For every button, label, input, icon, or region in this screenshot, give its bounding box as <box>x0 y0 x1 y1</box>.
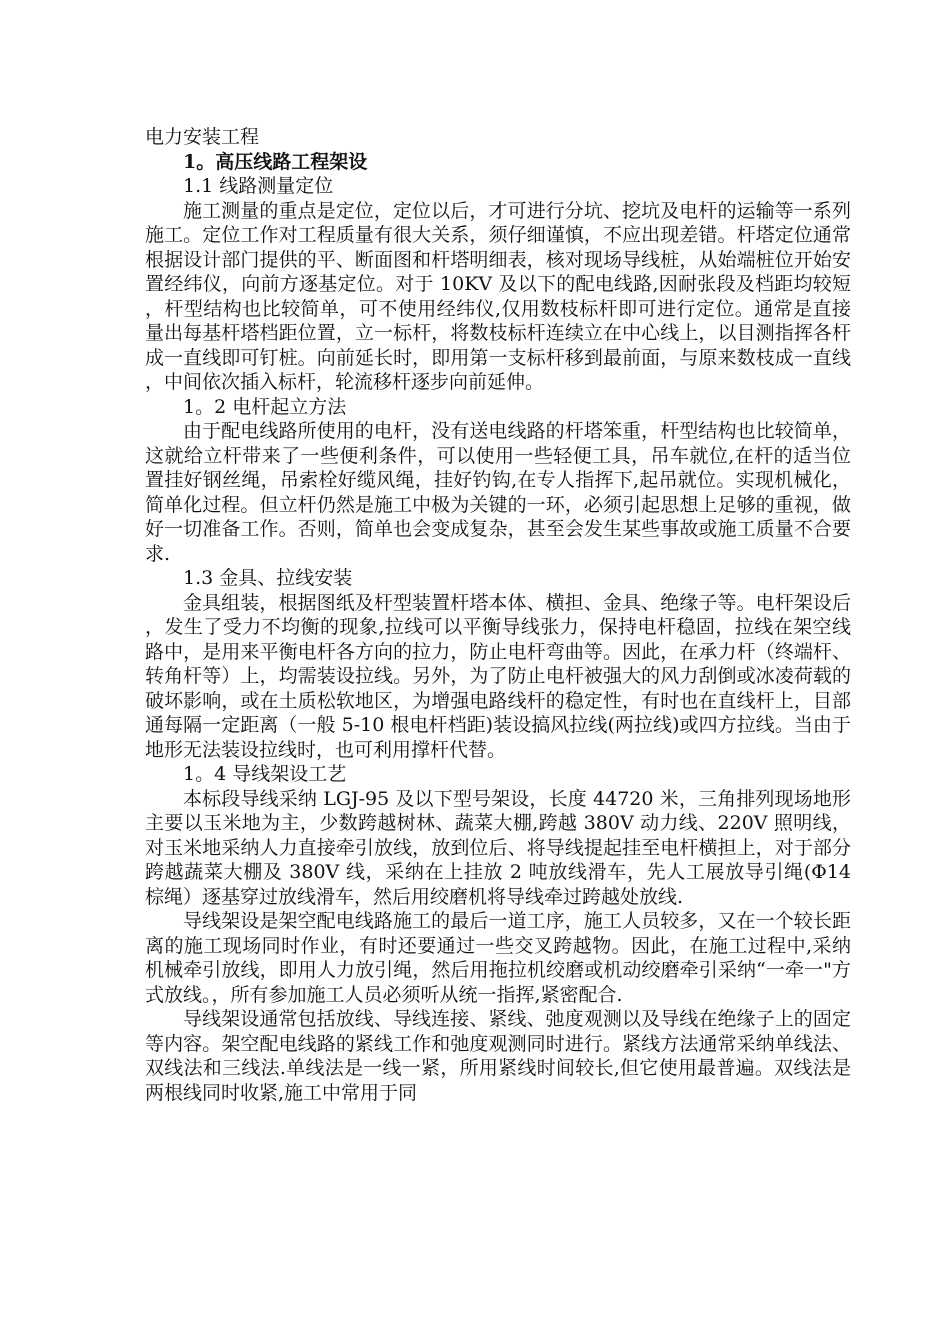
paragraph: 导线架设是架空配电线路施工的最后一道工序，施工人员较多，又在一个较长距离的施工现场同时作业，有时还要通过一些交叉跨越物。因此，在施工过程中,采纳机械牵引放线，即用人力放引绳，然后用拖拉机绞磨或机动绞磨牵引采纳“一牵一"方式放线。，所有参加施工人员必须听从统一指挥,紧密配合. <box>145 910 851 1006</box>
document-body <box>145 125 851 1105</box>
paragraph: 由于配电线路所使用的电杆，没有送电线路的杆塔笨重，杆型结构也比较简单，这就给立杆带来了一些便利条件，可以使用一些轻便工具，吊车就位,在杆的适当位置挂好钢丝绳，吊索栓好缆风绳，挂好钓钩,在专人指挥下,起吊就位。实现机械化，简单化过程。但立杆仍然是施工中极为关键的一环，必须引起思想上足够的重视，做好一切准备工作。否则，简单也会变成复杂，甚至会发生某些事故或施工质量不合要求. <box>145 420 851 565</box>
paragraph: 本标段导线采纳 LGJ-95 及以下型号架设，长度 44720 米，三角排列现场地形主要以玉米地为主，少数跨越树林、蔬菜大棚,跨越 380V 动力线、220V 照明线，对玉米地采纳人力直接牵引放线，放到位后、将导线提起挂至电杆横担上，对于部分跨越蔬菜大棚及 380V 线，采纳在上挂放 2 吨放线滑车，先人工展放导引绳(Φ14 棕绳）逐基穿过放线滑车，然后用绞磨机将导线牵过跨越处放线. <box>145 787 851 908</box>
paragraph: 施工测量的重点是定位，定位以后，才可进行分坑、挖坑及电杆的运输等一系列施工。定位工作对工程质量有很大关系，须仔细谨慎，不应出现差错。杆塔定位通常根据设计部门提供的平、断面图和杆塔明细表，核对现场导线桩，从始端桩位开始安置经纬仪，向前方逐基定位。对于 10KV 及以下的配电线路,因耐张段及档距均较短，杆型结构也比较简单，可不使用经纬仪,仅用数枝标杆即可进行定位。通常是直接量出每基杆塔档距位置，立一标杆，将数枝标杆连续立在中心线上，以目测指挥各杆成一直线即可钉桩。向前延长时，即用第一支标杆移到最前面，与原来数枝成一直线，中间依次插入标杆，轮流移杆逐步向前延伸。 <box>145 199 851 393</box>
document-title: 电力安装工程 <box>145 126 260 148</box>
paragraph: 金具组装，根据图纸及杆型装置杆塔本体、横担、金具、绝缘子等。电杆架设后，发生了受力不均衡的现象,拉线可以平衡导线张力，保持电杆稳固，拉线在架空线路中，是用来平衡电杆各方向的拉力，防止电杆弯曲等。因此，在承力杆（终端杆、转角杆等）上，均需装设拉线。另外，为了防止电杆被强大的风力刮倒或冰凌荷载的破坏影响，或在土质松软地区，为增强电路线杆的稳定性，有时也在直线杆上，目部通每隔一定距离（一般 5-10 根电杆档距)装设搞风拉线(两拉线)或四方拉线。当由于地形无法装设拉线时，也可利用撑杆代替。 <box>145 591 851 761</box>
paragraph: 导线架设通常包括放线、导线连接、紧线、弛度观测以及导线在绝缘子上的固定等内容。架空配电线路的紧线工作和弛度观测同时进行。紧线方法通常采纳单线法、双线法和三线法.单线法是一线一紧，所用紧线时间较长,但它使用最普遍。双线法是两根线同时收紧,施工中常用于同 <box>145 1008 851 1104</box>
subsection-heading-1-2: 1。2 电杆起立方法 <box>183 395 347 418</box>
subsection-heading-1-4: 1。4 导线架设工艺 <box>183 763 347 785</box>
section-heading-1: 1。高压线路工程架设 <box>183 150 368 173</box>
subsection-heading-1-3: 1.3 金具、拉线安装 <box>183 567 353 589</box>
subsection-heading-1-1: 1.1 线路测量定位 <box>183 175 334 197</box>
